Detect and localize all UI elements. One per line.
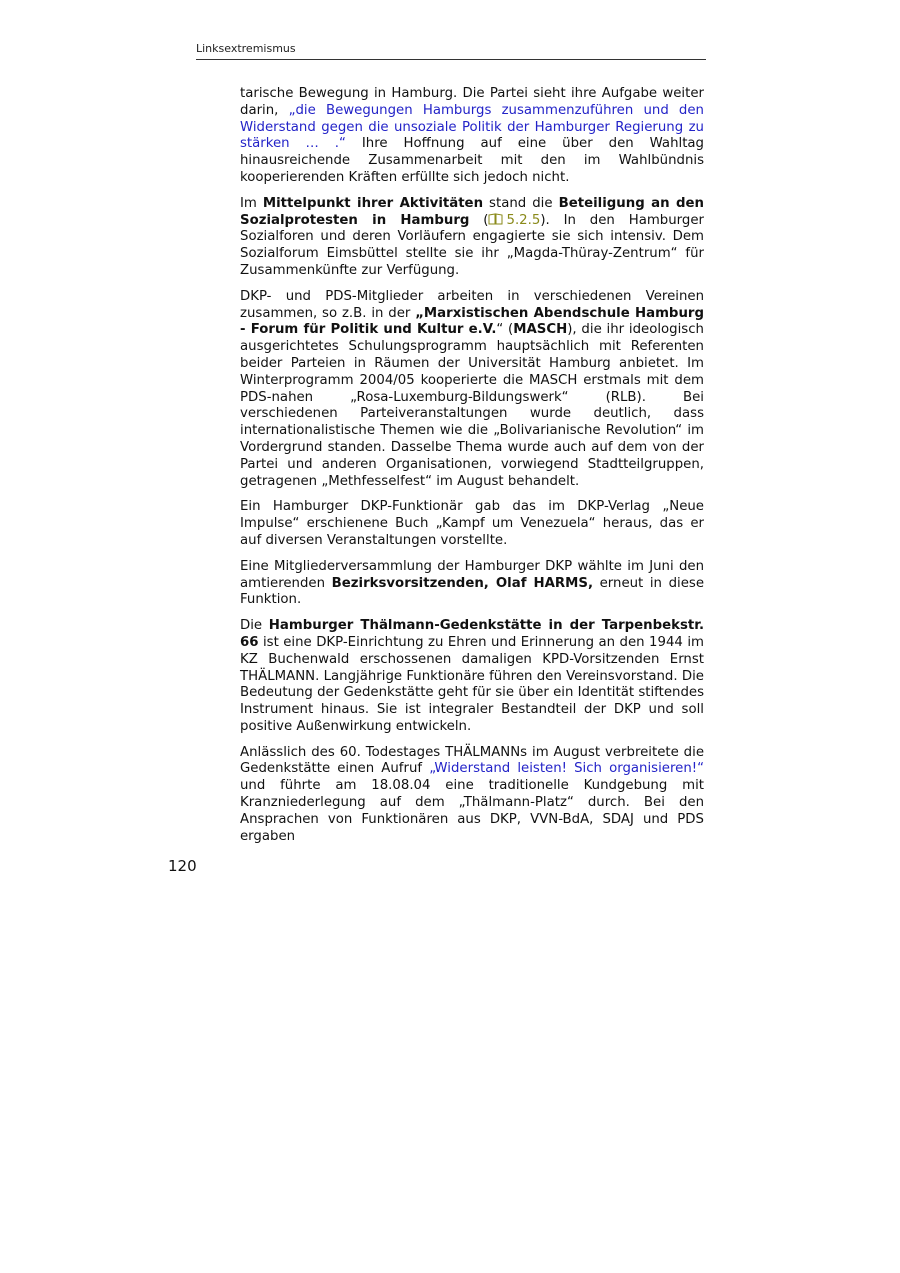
text: ). In den Hamburger Sozialforen und deren Vorläufern engagierte sie sich intensiv. Dem Sozialforum Eimsbüttel stellte sie ihr „Magda-Thüray-Zentrum“ für Zusammenkünfte zur Verfügung.	[240, 212, 704, 278]
paragraph-7	[240, 745, 704, 846]
paragraph-3	[240, 289, 704, 491]
running-header	[196, 42, 706, 60]
text: (	[469, 212, 489, 228]
text: erneut in diese Funktion.	[240, 575, 704, 608]
text: ist eine DKP-Einrichtung zu Ehren und Erinnerung an den 1944 im KZ Buchenwald erschossenen damaligen KPD-Vorsitzenden Ernst THÄLMANN. Langjährige Funktionäre führen den Vereinsvorstand. Die Bedeutung der Gedenkstätte geht für sie über ein Identität stiftendes Instrument hinaus. Sie ist integraler Bestandteil der DKP und soll positive Außenwirkung entwickeln.	[240, 634, 704, 734]
document-body	[240, 86, 704, 854]
text: Ein Hamburger DKP-Funktionär gab das im DKP-Verlag „Neue Impulse“ erschienene Buch „Kampf um Venezuela“ heraus, das er auf diversen Veranstaltungen vorstellte.	[240, 499, 704, 548]
bold-text: Bezirksvorsitzenden, Olaf HARMS,	[331, 575, 593, 591]
bold-text: MASCH	[513, 322, 568, 338]
page-number: 120	[168, 857, 197, 875]
text: Anlässlich des 60. Todestages THÄLMANNs im August verbreitete die Gedenkstätte einen Aufruf	[240, 744, 704, 777]
cross-reference-link[interactable]	[488, 213, 540, 228]
book-icon	[488, 213, 503, 225]
quote: „die Bewegungen Hamburgs zusammenzuführen und den Widerstand gegen die unsoziale Politik der Hamburger Regierung zu stärken … .“	[240, 102, 704, 152]
text: Die	[240, 618, 269, 634]
bold-text: Mittelpunkt ihrer Aktivitäten	[262, 195, 484, 211]
paragraph-4	[240, 499, 704, 549]
paragraph-5	[240, 559, 704, 609]
text: stand die	[483, 195, 559, 211]
bold-text: Hamburger Thälmann-Gedenkstätte in der Tarpenbekstr. 66	[240, 618, 705, 650]
text: “ (	[496, 322, 514, 338]
cross-reference-number: 5.2.5	[506, 212, 541, 228]
text: Ihre Hoffnung auf eine über den Wahltag hinausreichende Zusammenarbeit mit den im Wahlbündnis kooperierenden Kräften erfüllte sich jedoch nicht.	[240, 136, 704, 185]
text: DKP- und PDS-Mitglieder arbeiten in verschiedenen Vereinen zusammen, so z.B. in der	[240, 288, 704, 321]
text: und führte am 18.08.04 eine traditionelle Kundgebung mit Kranzniederlegung auf dem „Thälmann-Platz“ durch. Bei den Ansprachen von Funktionären aus DKP, VVN-BdA, SDAJ und PDS ergaben	[240, 778, 704, 844]
bold-text: „Marxistischen Abendschule Hamburg - Forum für Politik und Kultur e.V.	[240, 305, 704, 338]
quote: „Widerstand leisten! Sich organisieren!“	[429, 761, 704, 777]
paragraph-1	[240, 86, 704, 187]
text: ), die ihr ideologisch ausgerichtetes Schulungsprogramm hauptsächlich mit Referenten beider Parteien in Räumen der Universität Hamburg anbietet. Im Winterprogramm 2004/05 kooperierte die MASCH erstmals mit dem PDS-nahen „Rosa-Luxemburg-Bildungswerk“ (RLB). Bei verschiedenen Parteiveranstaltungen wurde deutlich, dass internationalistische Themen wie die „Bolivarianische Revolution“ im Vordergrund standen. Dasselbe Thema wurde auch auf dem von der Partei und anderen Organisationen, vorwiegend Stadtteilgruppen, getragenen „Methfesselfest“ im August behandelt.	[240, 322, 704, 489]
bold-text: Beteiligung an den Sozialprotesten in Hamburg	[240, 195, 704, 228]
text: Eine Mitgliederversammlung der Hamburger DKP wählte im Juni den amtierenden	[240, 558, 704, 591]
text: Im	[240, 195, 263, 211]
paragraph-2	[240, 196, 704, 280]
text: tarische Bewegung in Hamburg. Die Partei sieht ihre Aufgabe weiter darin,	[240, 86, 704, 118]
header-title: Linksextremismus	[196, 42, 296, 55]
paragraph-6	[240, 618, 704, 736]
